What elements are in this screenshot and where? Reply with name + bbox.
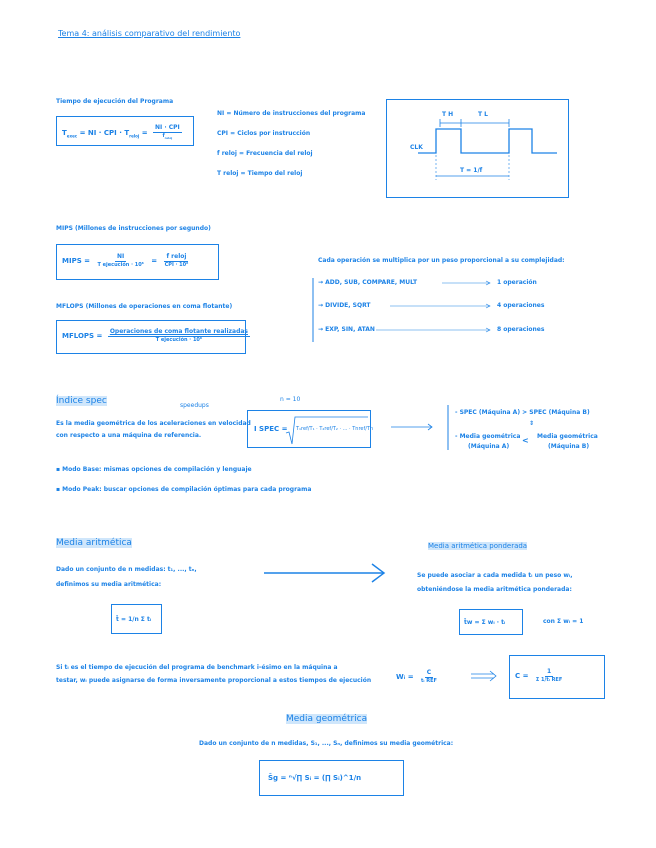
spec-text-1: Es la media geométrica de los aceleraciones en velocidad xyxy=(56,420,251,427)
c-num: 1 xyxy=(546,668,552,675)
arith-text-2: definimos su media aritmética: xyxy=(56,581,162,588)
exec-frac-num: NI · CPI xyxy=(155,124,180,131)
arith-text-1: Dado un conjunto de n medidas: t₁, ..., tₙ, xyxy=(56,566,197,573)
exec-time-heading: Tiempo de ejecución del Programa xyxy=(56,98,174,105)
weighted-cond: con Σ wᵢ = 1 xyxy=(543,618,584,625)
weight-val-2: 4 operaciones xyxy=(497,302,545,309)
weight-val-3: 8 operaciones xyxy=(497,326,545,333)
geo-heading: Media geométrica xyxy=(286,714,368,724)
c-lhs: C = xyxy=(515,672,529,680)
arith-bottom-1: Si tᵢ es el tiempo de ejecución del programa de benchmark i-ésimo en la máquina a xyxy=(56,664,338,671)
mips-num2: f reloj xyxy=(166,253,187,260)
clock-th: T H xyxy=(442,111,454,118)
exec-frac-den: $f_{reloj}$ xyxy=(162,133,173,140)
weighted-text-2: obteniéndose la media aritmética ponderada: xyxy=(417,586,572,593)
geo-text: Dado un conjunto de n medidas, S₁, ..., Sₙ, definimos su media geométrica: xyxy=(199,740,454,747)
c-formula-box xyxy=(509,655,605,699)
mips-den2: CPI · 10⁶ xyxy=(164,262,189,268)
spec-formula-lhs: I SPEC = xyxy=(254,425,288,433)
weight-op-2: → DIVIDE, SQRT xyxy=(318,302,371,309)
mips-lhs: MIPS = xyxy=(62,257,91,265)
def-time: T reloj = Tiempo del reloj xyxy=(217,170,303,177)
exec-lhs-sub: exec xyxy=(66,133,78,139)
spec-result-1: - SPEC (Máquina A) > SPEC (Máquina B) xyxy=(455,409,590,416)
exec-mid: = NI · CPI · T xyxy=(79,129,130,137)
spec-result-2b: (Máquina A) xyxy=(468,443,510,450)
weighted-formula: t̄w = Σ wᵢ · tᵢ xyxy=(464,619,506,626)
arith-formula: t̄ = 1/n Σ tᵢ xyxy=(116,616,152,623)
exec-mid-sub: reloj xyxy=(129,133,140,139)
c-den: Σ 1/tᵢ REF xyxy=(535,677,563,683)
spec-heading: Índice spec xyxy=(56,396,107,406)
weighted-text-1: Se puede asociar a cada medida tᵢ un peso wᵢ, xyxy=(417,572,573,579)
def-freq: f reloj = Frecuencia del reloj xyxy=(217,150,313,157)
mips-den1: T ejecución · 10⁶ xyxy=(97,262,144,268)
spec-note-top: speedups xyxy=(180,402,209,409)
spec-n-label: n = 10 xyxy=(280,396,301,403)
spec-text-2: con respecto a una máquina de referencia. xyxy=(56,432,202,439)
geo-formula-box xyxy=(259,760,404,796)
exec-lhs: T xyxy=(62,129,67,137)
mips-num1: NI xyxy=(117,253,125,260)
spec-formula-body: T₁ref/T₁ · T₂ref/T₂ · ... · Tnref/Tn xyxy=(296,426,374,432)
mflops-heading: MFLOPS (Millones de operaciones en coma flotante) xyxy=(56,303,233,310)
arith-bottom-2: testar, wᵢ puede asignarse de forma inversamente proporcional a estos tiempos de ejecución xyxy=(56,677,372,684)
weight-op-1: → ADD, SUB, COMPARE, MULT xyxy=(318,279,418,286)
c-frac xyxy=(534,668,564,684)
weight-op-3: → EXP, SIN, ATAN xyxy=(318,326,375,333)
spec-result-lt: < xyxy=(522,436,529,445)
w-num: C xyxy=(426,669,432,676)
def-ni: NI = Número de instrucciones del programa xyxy=(217,110,366,117)
mips-heading: MIPS (Millones de instrucciones por segundo) xyxy=(56,225,211,232)
mips-eq: = xyxy=(151,257,158,265)
arith-heading: Media aritmética xyxy=(56,538,132,548)
clock-tl: T L xyxy=(478,111,489,118)
weight-val-1: 1 operación xyxy=(497,279,537,286)
geo-formula: S̄g = ⁿ√∏ Sᵢ = (∏ Sᵢ)^1/n xyxy=(268,774,362,782)
def-cpi: CPI = Ciclos por instrucción xyxy=(217,130,311,137)
spec-mode-base: ▪ Modo Base: mismas opciones de compilación y lenguaje xyxy=(56,466,252,473)
w-lhs: Wᵢ = xyxy=(396,673,414,681)
exec-eq: = xyxy=(141,129,148,137)
mflops-num: Operaciones de coma flotante realizadas xyxy=(109,328,248,335)
page-title: Tema 4: análisis comparativo del rendimiento xyxy=(58,29,241,38)
weighted-heading: Media aritmética ponderada xyxy=(428,542,528,550)
clock-period: T = 1/f xyxy=(460,167,483,174)
spec-result-3b: (Máquina B) xyxy=(548,443,590,450)
w-den: tᵢ REF xyxy=(421,678,437,684)
mflops-lhs: MFLOPS = xyxy=(62,332,103,340)
spec-result-eq: ⇕ xyxy=(529,420,535,427)
weights-heading: Cada operación se multiplica por un peso proporcional a su complejidad: xyxy=(318,257,565,264)
spec-mode-peak: ▪ Modo Peak: buscar opciones de compilación óptimas para cada programa xyxy=(56,486,312,493)
mflops-den: T ejecución · 10⁶ xyxy=(155,337,203,343)
clock-label: CLK xyxy=(410,144,423,151)
c-formula xyxy=(515,668,567,684)
spec-result-3a: Media geométrica xyxy=(537,433,598,440)
spec-result-2a: - Media geométrica xyxy=(455,433,521,440)
